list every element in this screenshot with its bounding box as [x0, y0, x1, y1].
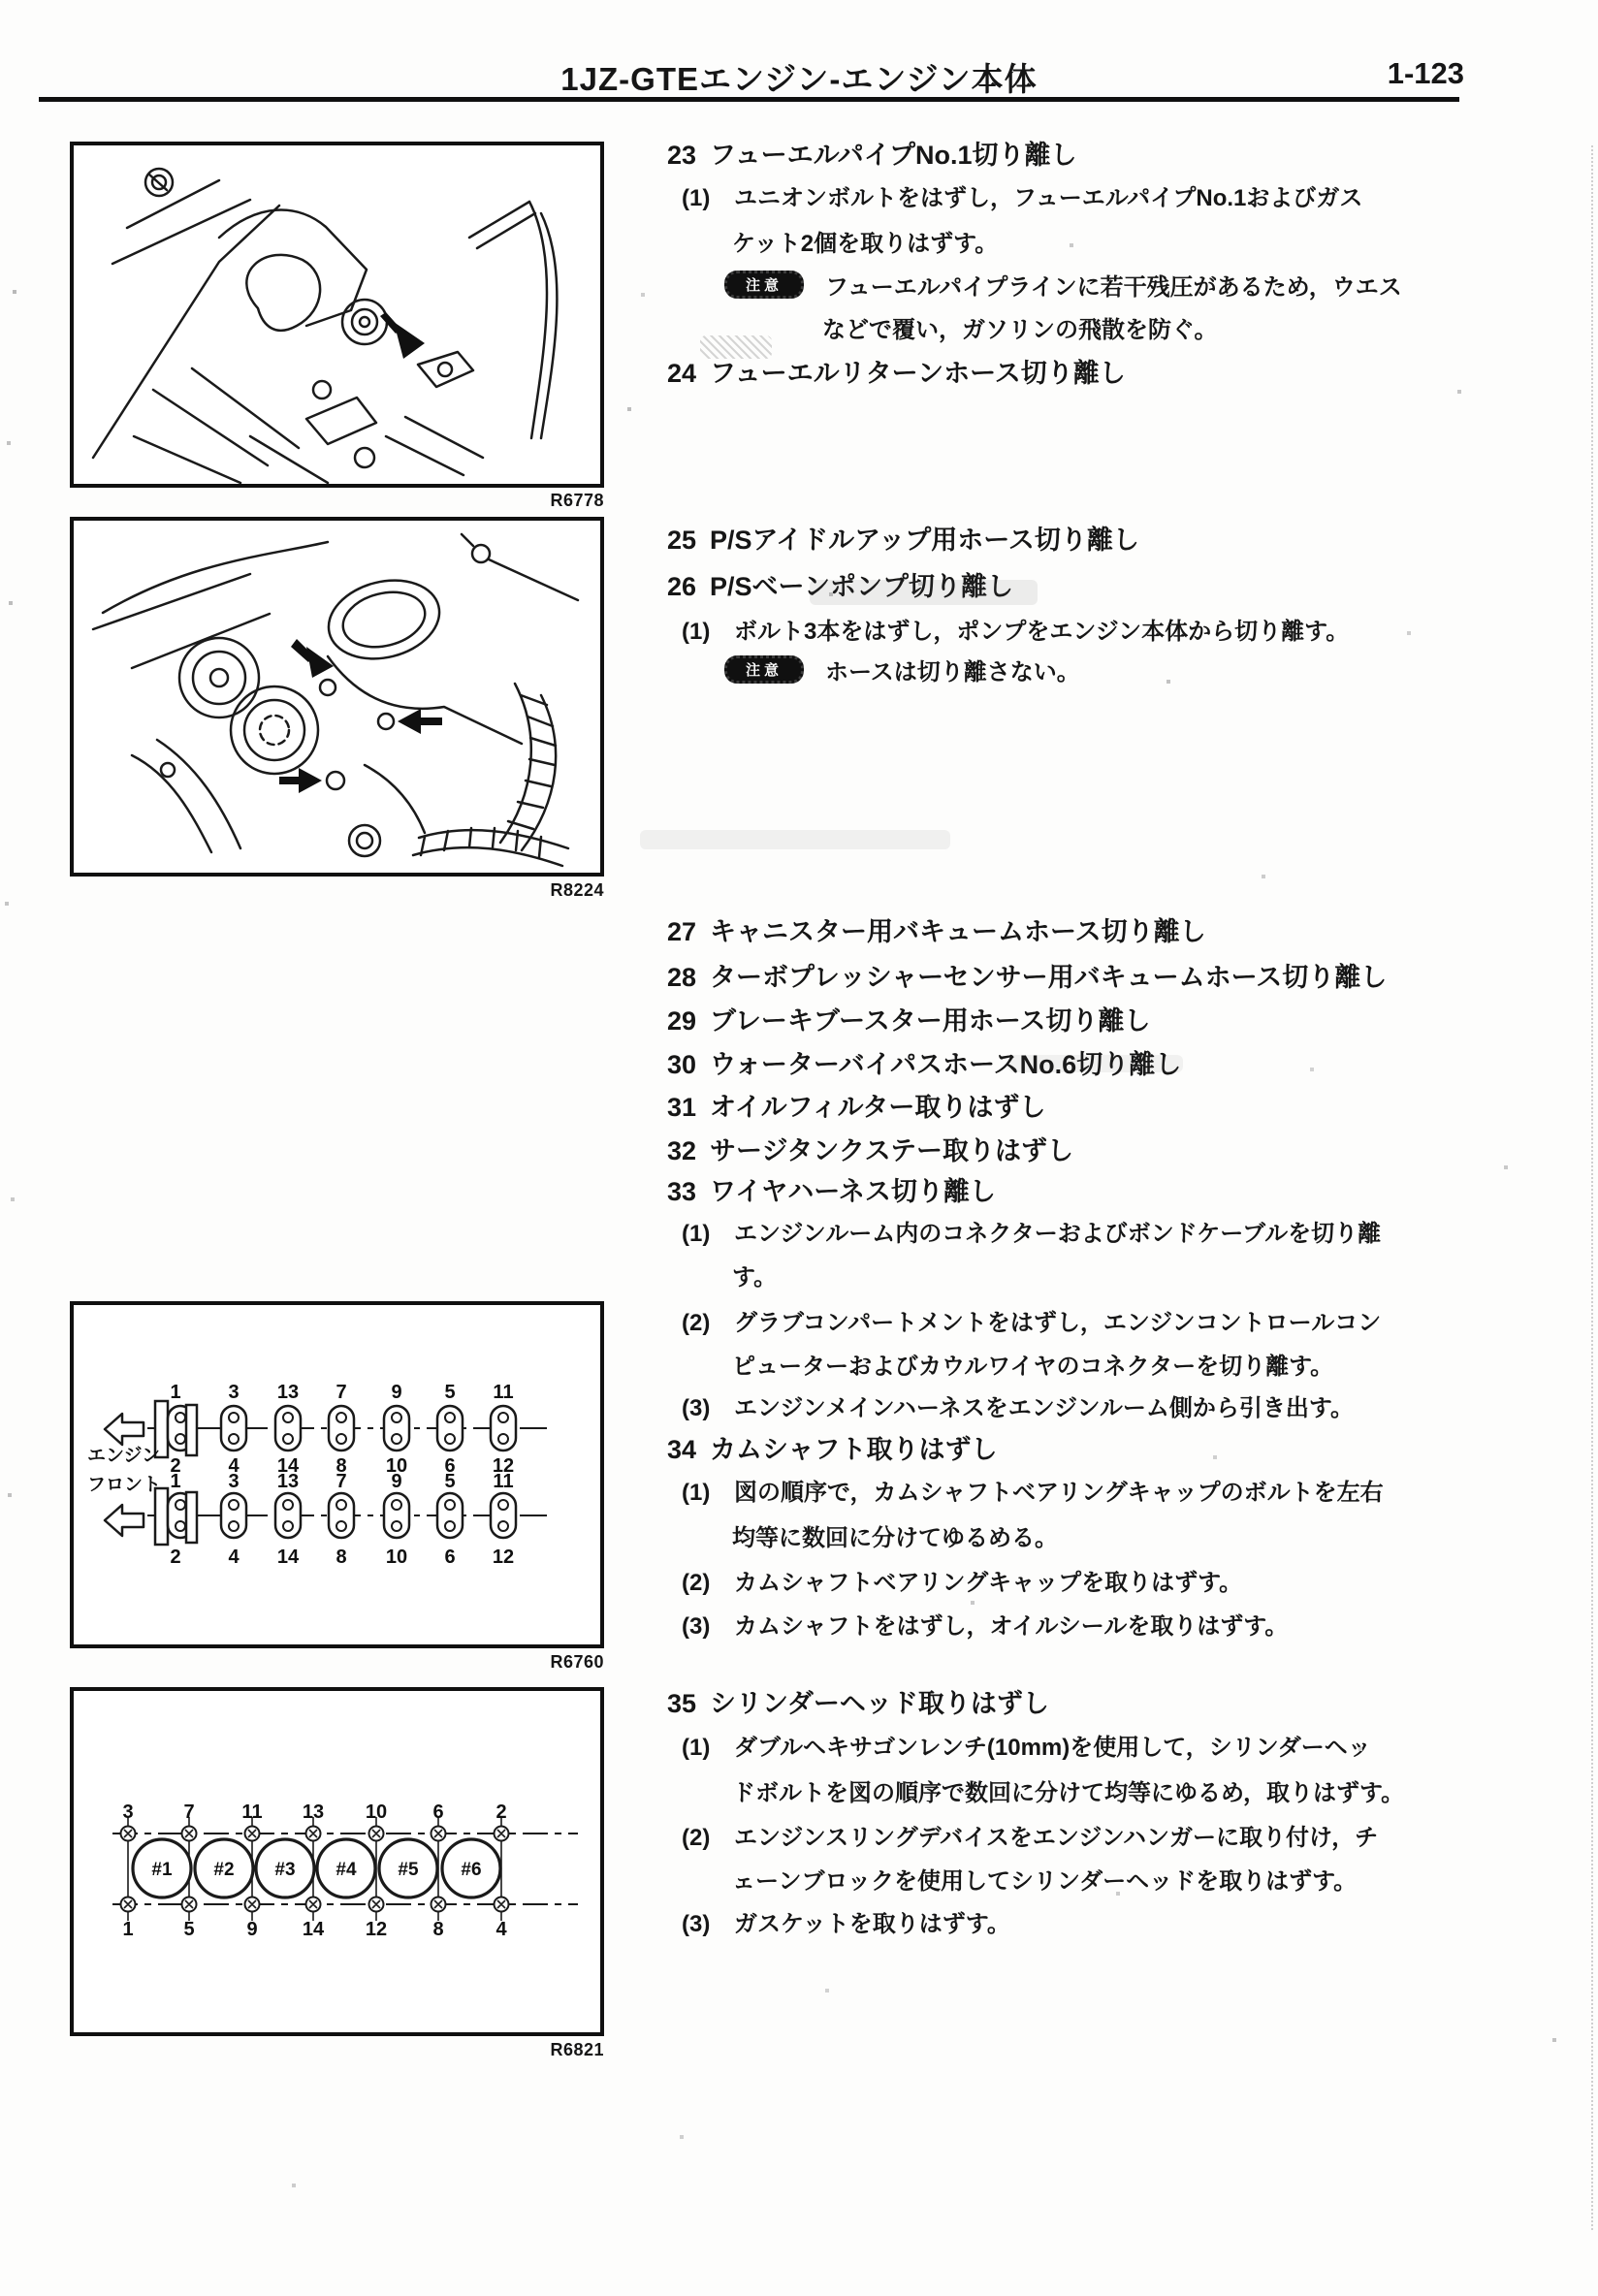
step-35-item-3: [682, 1910, 1010, 1939]
step-30-heading: [667, 1050, 1181, 1079]
figure-ref-label: R8224: [550, 880, 604, 900]
figure-camshaft-order-diagram: [70, 1301, 604, 1648]
engine-line-art-icon: [74, 145, 600, 484]
step-31-heading: [667, 1093, 1045, 1122]
caution-badge: 注意: [724, 655, 804, 684]
cap-order-number: 14: [276, 1455, 300, 1477]
step-33-item-3: [682, 1394, 1354, 1423]
step-35-item-1-cont: ドボルトを図の順序で数回に分けて均等にゆるめ，取りはずす。: [732, 1780, 1405, 1806]
step-title: フューエルパイプNo.1切り離し: [710, 141, 1077, 170]
step-27-heading: [667, 917, 1206, 946]
cap-order-number: 6: [444, 1455, 456, 1477]
cap-order-number: 1: [170, 1471, 181, 1492]
cap-order-number: 1: [170, 1382, 181, 1403]
step-number: 23: [667, 141, 697, 170]
step-33-item-1-cont: す。: [732, 1264, 778, 1291]
cap-order-number: 7: [336, 1382, 347, 1403]
header-rule: [39, 97, 1459, 102]
step-number: 33: [667, 1177, 697, 1206]
item-text: 図の順序で，カムシャフトベアリングキャップのボルトを左右: [734, 1480, 1384, 1506]
cylinder-label: #5: [398, 1860, 419, 1880]
cap-order-number: 4: [228, 1455, 240, 1477]
item-label: (2): [682, 1310, 711, 1336]
scan-edge-artifact: [1591, 145, 1593, 2230]
bolt-order-number: 9: [246, 1919, 258, 1940]
step-number: 31: [667, 1093, 697, 1122]
bolt-order-number: 12: [365, 1919, 388, 1940]
bolt-order-number: 14: [302, 1919, 325, 1940]
item-label: (2): [682, 1825, 711, 1851]
figure-head-bolt-order-diagram: [70, 1687, 604, 2036]
step-26-note: [724, 654, 1080, 684]
cap-order-number: 2: [170, 1547, 181, 1568]
bolt-order-number: 4: [495, 1919, 507, 1940]
cylinder-label: #1: [151, 1860, 173, 1880]
step-33-item-2-cont: ピューターおよびカウルワイヤのコネクターを切り離す。: [732, 1354, 1334, 1380]
cap-order-number: 8: [336, 1547, 347, 1568]
scan-smudge: [640, 830, 950, 849]
item-label: (3): [682, 1613, 711, 1640]
cylinder-label: #6: [461, 1860, 482, 1880]
step-26-item-1: [682, 618, 1349, 647]
cap-order-number: 12: [492, 1455, 515, 1477]
step-35-heading: [667, 1689, 1049, 1718]
step-23-note-cont: などで覆い，ガソリンの飛散を防ぐ。: [822, 317, 1218, 343]
bolt-order-number: 2: [495, 1802, 507, 1823]
item-text: グラブコンパートメントをはずし，エンジンコントロールコン: [734, 1310, 1382, 1336]
step-35-item-2: [682, 1824, 1378, 1853]
scan-smudge: [700, 335, 772, 359]
step-title: キャニスター用バキュームホース切り離し: [710, 917, 1206, 946]
figure-fuel-pipe-illustration: [70, 142, 604, 488]
figure-ref-label: R6821: [550, 2040, 604, 2059]
cap-order-number: 5: [444, 1382, 456, 1403]
cap-order-number: 5: [444, 1471, 456, 1492]
step-34-heading: [667, 1435, 997, 1464]
cap-order-number: 14: [276, 1547, 300, 1568]
step-35-item-1: [682, 1734, 1371, 1763]
step-number: 35: [667, 1689, 697, 1718]
step-title: ワイヤハーネス切り離し: [710, 1177, 996, 1206]
step-title: P/Sベーンポンプ切り離し: [710, 572, 1013, 601]
item-text: エンジンメインハーネスをエンジンルーム側から引き出す。: [734, 1395, 1354, 1421]
step-33-heading: [667, 1177, 996, 1206]
step-number: 30: [667, 1050, 697, 1079]
item-text: ボルト3本をはずし，ポンプをエンジン本体から切り離す。: [734, 619, 1350, 645]
step-28-heading: [667, 963, 1387, 992]
item-text: ユニオンボルトをはずし，フューエルパイプNo.1およびガス: [734, 185, 1363, 211]
bolt-order-number: 3: [122, 1802, 134, 1823]
item-text: ガスケットを取りはずす。: [734, 1911, 1010, 1937]
note-text: ホースは切り離さない。: [825, 658, 1080, 686]
step-title: カムシャフト取りはずし: [710, 1435, 998, 1464]
step-number: 24: [667, 359, 697, 388]
step-title: ターボプレッシャーセンサー用バキュームホース切り離し: [710, 963, 1388, 992]
step-number: 27: [667, 917, 697, 946]
step-number: 29: [667, 1006, 697, 1036]
camshaft-order-diagram-icon: [74, 1305, 600, 1644]
step-title: ブレーキブースター用ホース切り離し: [710, 1006, 1151, 1036]
step-number: 25: [667, 526, 697, 555]
step-34-item-3: [682, 1612, 1288, 1642]
cap-order-number: 2: [170, 1455, 181, 1477]
step-34-item-1: [682, 1479, 1384, 1508]
item-label: (1): [682, 1221, 711, 1247]
engine-front-label-line2: フロント: [87, 1475, 162, 1495]
cap-order-number: 9: [391, 1471, 402, 1492]
cap-order-number: 11: [493, 1382, 514, 1403]
item-text: エンジンルーム内のコネクターおよびボンドケーブルを切り離: [734, 1221, 1382, 1247]
note-text: フューエルパイプラインに若干残圧があるため，ウエス: [825, 273, 1402, 301]
step-number: 32: [667, 1136, 697, 1165]
item-label: (1): [682, 619, 711, 645]
step-32-heading: [667, 1136, 1073, 1165]
step-number: 26: [667, 572, 697, 601]
page-title: 1JZ-GTEエンジン-エンジン本体: [560, 61, 1038, 97]
step-23-item-1: [682, 184, 1362, 213]
item-label: (1): [682, 185, 711, 211]
cap-order-number: 10: [385, 1455, 408, 1477]
cap-order-number: 4: [228, 1547, 240, 1568]
item-label: (1): [682, 1480, 711, 1506]
cap-order-number: 9: [391, 1382, 402, 1403]
cap-order-number: 12: [492, 1547, 515, 1568]
item-label: (3): [682, 1395, 711, 1421]
bolt-order-number: 7: [183, 1802, 195, 1823]
step-25-heading: [667, 526, 1139, 555]
item-label: (1): [682, 1735, 711, 1761]
step-title: フューエルリターンホース切り離し: [710, 359, 1126, 388]
figure-ref-label: R6778: [550, 491, 604, 510]
step-26-heading: [667, 572, 1013, 601]
step-34-item-1-cont: 均等に数回に分けてゆるめる。: [732, 1525, 1058, 1551]
bolt-order-number: 6: [432, 1802, 444, 1823]
cap-order-number: 8: [336, 1455, 347, 1477]
step-title: シリンダーヘッド取りはずし: [710, 1689, 1049, 1718]
head-bolt-order-diagram-icon: [74, 1691, 600, 2032]
caution-badge: 注意: [724, 271, 804, 299]
bolt-order-number: 13: [302, 1802, 325, 1823]
step-title: サージタンクステー取りはずし: [710, 1136, 1074, 1165]
step-23-note: [724, 270, 1402, 299]
cap-order-number: 3: [228, 1382, 240, 1403]
cap-order-number: 6: [444, 1547, 456, 1568]
item-text: エンジンスリングデバイスをエンジンハンガーに取り付け，チ: [734, 1825, 1379, 1851]
step-29-heading: [667, 1006, 1150, 1036]
cylinder-label: #3: [274, 1860, 296, 1880]
item-text: カムシャフトベアリングキャップを取りはずす。: [734, 1570, 1243, 1596]
item-label: (3): [682, 1911, 711, 1937]
step-35-item-2-cont: ェーンブロックを使用してシリンダーヘッドを取りはずす。: [732, 1868, 1358, 1895]
bolt-order-number: 11: [241, 1802, 263, 1823]
figure-ref-label: R6760: [550, 1652, 604, 1672]
cap-order-number: 7: [336, 1471, 347, 1492]
step-number: 34: [667, 1435, 697, 1464]
step-33-item-2: [682, 1309, 1381, 1338]
bolt-order-number: 5: [183, 1919, 195, 1940]
item-label: (2): [682, 1570, 711, 1596]
step-23-item-1-cont: ケット2個を取りはずす。: [732, 231, 999, 257]
cylinder-label: #2: [213, 1860, 235, 1880]
step-title: ウォーターバイパスホースNo.6切り離し: [710, 1050, 1182, 1079]
bolt-order-number: 8: [432, 1919, 444, 1940]
item-text: ダブルヘキサゴンレンチ(10mm)を使用して，シリンダーヘッ: [734, 1735, 1371, 1761]
page-number: 1-123: [1387, 56, 1464, 90]
engine-line-art-icon: [74, 521, 600, 873]
step-23-heading: [667, 141, 1076, 170]
cap-order-number: 13: [276, 1471, 300, 1492]
step-34-item-2: [682, 1569, 1242, 1598]
figure-ps-pump-illustration: [70, 517, 604, 877]
cap-order-number: 13: [276, 1382, 300, 1403]
engine-front-label-line1: エンジン: [87, 1446, 161, 1466]
item-text: カムシャフトをはずし，オイルシールを取りはずす。: [734, 1613, 1289, 1640]
cap-order-number: 11: [493, 1471, 514, 1492]
step-24-heading: [667, 359, 1126, 388]
bolt-order-number: 1: [122, 1919, 134, 1940]
step-title: オイルフィルター取りはずし: [710, 1093, 1046, 1122]
scan-speckles: [0, 0, 2, 2]
cap-order-number: 3: [228, 1471, 240, 1492]
step-title: P/Sアイドルアップ用ホース切り離し: [710, 526, 1139, 555]
step-number: 28: [667, 963, 697, 992]
cap-order-number: 10: [385, 1547, 408, 1568]
step-33-item-1: [682, 1220, 1381, 1249]
bolt-order-number: 10: [365, 1802, 388, 1823]
cylinder-label: #4: [336, 1860, 357, 1880]
